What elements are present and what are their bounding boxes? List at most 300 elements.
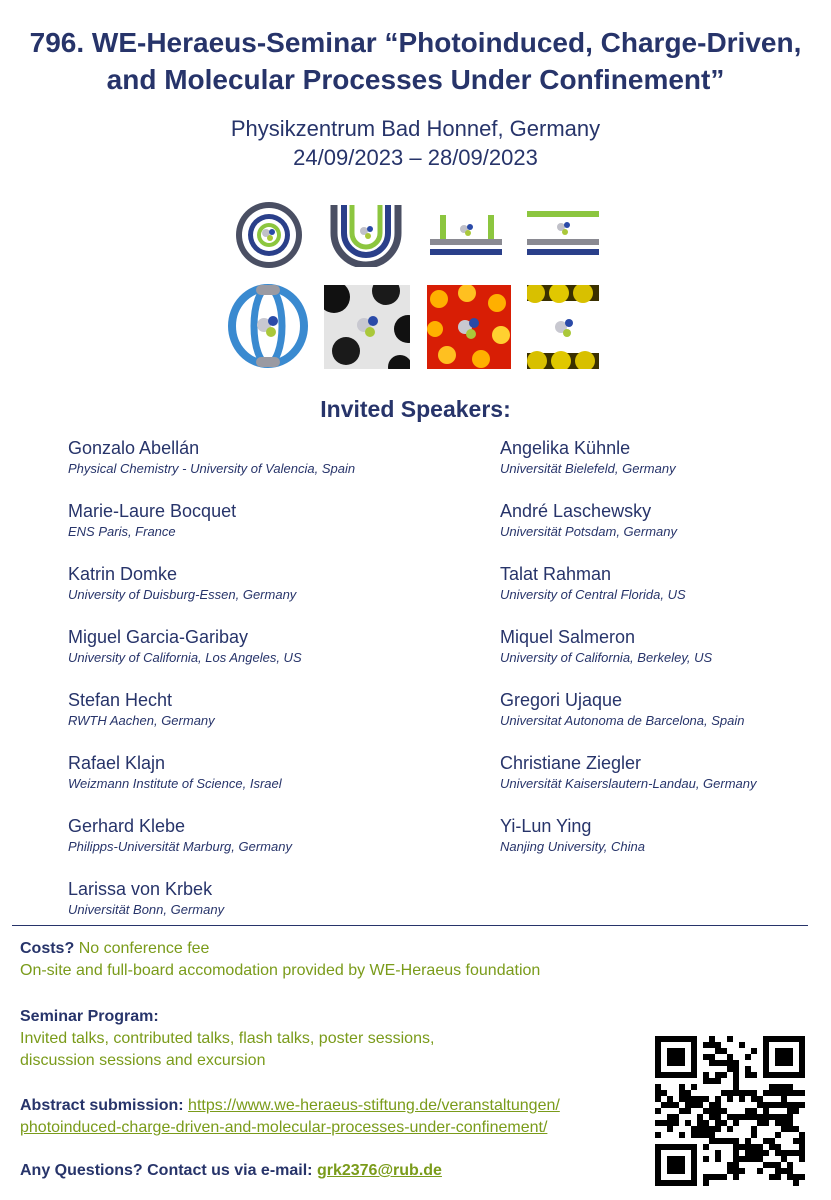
qr-module xyxy=(757,1102,763,1108)
qr-module xyxy=(775,1072,781,1078)
qr-module xyxy=(799,1156,805,1162)
qr-module xyxy=(667,1126,673,1132)
dates: 24/09/2023 – 28/09/2023 xyxy=(293,145,538,170)
qr-module xyxy=(757,1114,763,1120)
qr-module xyxy=(715,1060,721,1066)
qr-module xyxy=(733,1162,739,1168)
qr-module xyxy=(799,1150,805,1156)
qr-module xyxy=(793,1036,799,1042)
qr-module xyxy=(655,1042,661,1048)
qr-module xyxy=(661,1120,667,1126)
costs-accommodation: On-site and full-board accomodation provided by WE-Heraeus foundation xyxy=(20,962,541,979)
program-line-1: Invited talks, contributed talks, flash talks, poster sessions, xyxy=(20,1030,435,1047)
qr-module xyxy=(691,1132,697,1138)
qr-module xyxy=(745,1072,751,1078)
qr-module xyxy=(763,1060,769,1066)
qr-module xyxy=(757,1096,763,1102)
qr-module xyxy=(709,1078,715,1084)
qr-module xyxy=(799,1090,805,1096)
qr-module xyxy=(769,1102,775,1108)
qr-module xyxy=(763,1072,769,1078)
speaker-entry xyxy=(500,436,757,499)
qr-module xyxy=(775,1036,781,1042)
qr-module xyxy=(763,1048,769,1054)
speaker-entry xyxy=(500,625,757,688)
qr-module xyxy=(763,1054,769,1060)
qr-module xyxy=(751,1150,757,1156)
qr-module xyxy=(793,1174,799,1180)
speaker-affiliation: University of California, Los Angeles, US xyxy=(68,650,302,665)
qr-module xyxy=(709,1042,715,1048)
qr-module xyxy=(703,1078,709,1084)
qr-module xyxy=(787,1114,793,1120)
qr-module xyxy=(745,1108,751,1114)
qr-module xyxy=(787,1090,793,1096)
qr-module xyxy=(673,1072,679,1078)
qr-module xyxy=(775,1174,781,1180)
qr-module xyxy=(709,1126,715,1132)
qr-module xyxy=(685,1180,691,1186)
qr-module xyxy=(715,1150,721,1156)
speaker-entry xyxy=(68,562,355,625)
qr-module xyxy=(727,1114,733,1120)
qr-module xyxy=(691,1054,697,1060)
qr-module xyxy=(799,1036,805,1042)
qr-module xyxy=(691,1048,697,1054)
qr-module xyxy=(715,1174,721,1180)
speaker-name: Larissa von Krbek xyxy=(68,879,213,899)
qr-module xyxy=(751,1108,757,1114)
speaker-affiliation: ENS Paris, France xyxy=(68,524,176,539)
speaker-affiliation: University of California, Berkeley, US xyxy=(500,650,713,665)
qr-module xyxy=(775,1132,781,1138)
costs-label: Costs? xyxy=(20,940,75,957)
qr-module xyxy=(733,1060,739,1066)
qr-module xyxy=(679,1036,685,1042)
qr-module xyxy=(691,1168,697,1174)
qr-module xyxy=(685,1072,691,1078)
qr-module xyxy=(757,1156,763,1162)
qr-module xyxy=(655,1090,661,1096)
qr-module xyxy=(775,1114,781,1120)
qr-module xyxy=(679,1132,685,1138)
qr-module xyxy=(787,1060,793,1066)
qr-module xyxy=(655,1096,661,1102)
qr-module xyxy=(781,1168,787,1174)
qr-module xyxy=(769,1084,775,1090)
speaker-affiliation: Universität Potsdam, Germany xyxy=(500,524,678,539)
qr-module xyxy=(781,1054,787,1060)
qr-module xyxy=(727,1162,733,1168)
qr-module xyxy=(751,1144,757,1150)
qr-module xyxy=(667,1072,673,1078)
qr-module xyxy=(667,1156,673,1162)
qr-module xyxy=(727,1066,733,1072)
qr-module xyxy=(655,1162,661,1168)
qr-module xyxy=(679,1060,685,1066)
qr-module xyxy=(655,1108,661,1114)
qr-module xyxy=(745,1066,751,1072)
qr-module xyxy=(733,1138,739,1144)
speaker-entry xyxy=(68,814,355,877)
qr-module xyxy=(667,1096,673,1102)
qr-module xyxy=(793,1090,799,1096)
qr-module xyxy=(691,1072,697,1078)
abstract-link[interactable]: https://www.we-heraeus-stiftung.de/veranstaltungen/ xyxy=(188,1097,560,1114)
qr-module xyxy=(751,1156,757,1162)
layered-surface-image xyxy=(527,285,599,369)
qr-module xyxy=(793,1150,799,1156)
qr-module xyxy=(775,1162,781,1168)
confinement-slit-icon xyxy=(527,211,599,283)
qr-module xyxy=(715,1108,721,1114)
contact-section xyxy=(20,1160,442,1182)
qr-module xyxy=(703,1120,709,1126)
qr-module xyxy=(661,1180,667,1186)
qr-module xyxy=(655,1144,661,1150)
qr-module xyxy=(709,1036,715,1042)
qr-module xyxy=(715,1102,721,1108)
qr-module xyxy=(667,1036,673,1042)
speaker-affiliation: University of Duisburg-Essen, Germany xyxy=(68,587,297,602)
qr-module xyxy=(769,1138,775,1144)
qr-module xyxy=(751,1132,757,1138)
qr-module xyxy=(721,1090,727,1096)
qr-module xyxy=(703,1174,709,1180)
qr-module xyxy=(715,1126,721,1132)
qr-module xyxy=(787,1084,793,1090)
qr-module xyxy=(799,1060,805,1066)
qr-module xyxy=(727,1090,733,1096)
qr-module xyxy=(739,1144,745,1150)
qr-module xyxy=(721,1138,727,1144)
costs-section xyxy=(20,938,540,982)
qr-module xyxy=(769,1114,775,1120)
qr-module xyxy=(697,1126,703,1132)
qr-module xyxy=(679,1168,685,1174)
qr-module xyxy=(781,1120,787,1126)
qr-module xyxy=(787,1174,793,1180)
qr-module xyxy=(715,1072,721,1078)
title-line-2: and Molecular Processes Under Confinement” xyxy=(106,64,725,95)
qr-module xyxy=(721,1120,727,1126)
qr-module xyxy=(739,1156,745,1162)
qr-module xyxy=(775,1048,781,1054)
qr-module xyxy=(733,1078,739,1084)
qr-module xyxy=(793,1108,799,1114)
qr-module xyxy=(787,1102,793,1108)
qr-module xyxy=(781,1102,787,1108)
qr-module xyxy=(781,1072,787,1078)
qr-module xyxy=(781,1114,787,1120)
qr-module xyxy=(763,1036,769,1042)
qr-module xyxy=(727,1138,733,1144)
qr-module xyxy=(655,1120,661,1126)
qr-module xyxy=(673,1048,679,1054)
location: Physikzentrum Bad Honnef, Germany xyxy=(230,116,601,141)
qr-module xyxy=(739,1090,745,1096)
qr-module xyxy=(787,1036,793,1042)
qr-module xyxy=(655,1168,661,1174)
qr-module xyxy=(661,1090,667,1096)
qr-module xyxy=(661,1102,667,1108)
qr-module xyxy=(703,1096,709,1102)
qr-module xyxy=(655,1180,661,1186)
speaker-entry xyxy=(500,562,757,625)
program-section xyxy=(20,1006,434,1072)
speaker-name: Angelika Kühnle xyxy=(500,438,631,458)
qr-module xyxy=(781,1060,787,1066)
speaker-name: Rafael Klajn xyxy=(68,753,166,773)
qr-module xyxy=(721,1108,727,1114)
speaker-name: Miquel Salmeron xyxy=(500,627,636,647)
speaker-name: Yi-Lun Ying xyxy=(500,816,592,836)
qr-module xyxy=(703,1042,709,1048)
speaker-entry xyxy=(68,877,355,940)
qr-module xyxy=(715,1120,721,1126)
speaker-name: Christiane Ziegler xyxy=(500,753,642,773)
confinement-surface-pillars-icon xyxy=(430,211,502,283)
qr-module xyxy=(751,1114,757,1120)
qr-module xyxy=(781,1084,787,1090)
qr-module xyxy=(763,1108,769,1114)
qr-module xyxy=(703,1144,709,1150)
speaker-affiliation: Universität Bielefeld, Germany xyxy=(500,461,676,476)
qr-module xyxy=(763,1138,769,1144)
qr-module xyxy=(733,1090,739,1096)
invited-speakers-heading: Invited Speakers: xyxy=(320,396,511,422)
speaker-entry xyxy=(68,436,355,499)
qr-module xyxy=(697,1096,703,1102)
qr-module xyxy=(655,1156,661,1162)
qr-module xyxy=(709,1138,715,1144)
qr-module xyxy=(691,1096,697,1102)
qr-module xyxy=(745,1114,751,1120)
qr-module xyxy=(763,1102,769,1108)
qr-module xyxy=(781,1048,787,1054)
qr-module xyxy=(715,1156,721,1162)
qr-module xyxy=(685,1096,691,1102)
qr-module xyxy=(721,1060,727,1066)
qr-module xyxy=(787,1162,793,1168)
qr-module xyxy=(799,1174,805,1180)
qr-module xyxy=(769,1162,775,1168)
qr-module xyxy=(733,1072,739,1078)
qr-module xyxy=(679,1096,685,1102)
speaker-name: Gregori Ujaque xyxy=(500,690,623,710)
qr-module xyxy=(655,1174,661,1180)
qr-module xyxy=(709,1060,715,1066)
qr-module xyxy=(655,1072,661,1078)
confinement-ring-icon xyxy=(233,199,305,271)
speaker-affiliation: Universitat Autonoma de Barcelona, Spain xyxy=(500,713,745,728)
contact-email-link[interactable]: grk2376@rub.de xyxy=(316,1162,442,1179)
qr-module xyxy=(739,1168,745,1174)
qr-module xyxy=(691,1126,697,1132)
qr-module xyxy=(745,1090,751,1096)
qr-module xyxy=(787,1054,793,1060)
qr-module xyxy=(709,1114,715,1120)
qr-module xyxy=(661,1072,667,1078)
program-line-2: discussion sessions and excursion xyxy=(20,1052,266,1069)
qr-module xyxy=(679,1072,685,1078)
qr-module xyxy=(763,1162,769,1168)
qr-module xyxy=(769,1144,775,1150)
speaker-name: Stefan Hecht xyxy=(68,690,173,710)
qr-module xyxy=(745,1144,751,1150)
qr-module xyxy=(697,1114,703,1120)
qr-module xyxy=(787,1120,793,1126)
qr-module xyxy=(691,1180,697,1186)
qr-module xyxy=(799,1042,805,1048)
qr-module xyxy=(697,1102,703,1108)
qr-module xyxy=(715,1114,721,1120)
qr-module xyxy=(667,1180,673,1186)
qr-module xyxy=(787,1048,793,1054)
qr-module xyxy=(739,1042,745,1048)
qr-module xyxy=(763,1042,769,1048)
qr-code[interactable] xyxy=(655,1036,805,1186)
speaker-name: Gerhard Klebe xyxy=(68,816,186,836)
qr-module xyxy=(673,1036,679,1042)
cage-molecule-icon xyxy=(226,283,310,369)
qr-module xyxy=(703,1108,709,1114)
title-line-1: 796. WE-Heraeus-Seminar “Photoinduced, Charge-Driven, xyxy=(29,27,802,58)
qr-module xyxy=(655,1048,661,1054)
qr-module xyxy=(703,1132,709,1138)
qr-module xyxy=(799,1138,805,1144)
qr-module xyxy=(733,1084,739,1090)
qr-module xyxy=(745,1156,751,1162)
qr-module xyxy=(667,1120,673,1126)
qr-module xyxy=(787,1126,793,1132)
qr-module xyxy=(691,1174,697,1180)
qr-module xyxy=(685,1120,691,1126)
speaker-name: André Laschewsky xyxy=(500,501,652,521)
speaker-name: Marie-Laure Bocquet xyxy=(68,501,237,521)
qr-module xyxy=(799,1144,805,1150)
qr-module xyxy=(685,1036,691,1042)
qr-module xyxy=(655,1054,661,1060)
qr-module xyxy=(679,1048,685,1054)
qr-module xyxy=(715,1078,721,1084)
speaker-affiliation: Universität Bonn, Germany xyxy=(68,902,225,917)
qr-module xyxy=(757,1120,763,1126)
speaker-entry xyxy=(500,499,757,562)
qr-module xyxy=(721,1174,727,1180)
qr-module xyxy=(667,1060,673,1066)
qr-module xyxy=(739,1096,745,1102)
qr-module xyxy=(781,1036,787,1042)
qr-module xyxy=(799,1048,805,1054)
speaker-entry xyxy=(68,499,355,562)
qr-module xyxy=(679,1090,685,1096)
speakers-left-column xyxy=(68,436,355,940)
qr-module xyxy=(751,1090,757,1096)
qr-module xyxy=(667,1054,673,1060)
qr-module xyxy=(667,1102,673,1108)
qr-module xyxy=(655,1132,661,1138)
qr-module xyxy=(793,1126,799,1132)
qr-module xyxy=(673,1120,679,1126)
speakers-right-column xyxy=(500,436,757,877)
qr-module xyxy=(757,1144,763,1150)
qr-module xyxy=(673,1162,679,1168)
qr-module xyxy=(775,1150,781,1156)
qr-module xyxy=(763,1090,769,1096)
qr-module xyxy=(667,1168,673,1174)
qr-module xyxy=(733,1156,739,1162)
qr-module xyxy=(751,1096,757,1102)
qr-module xyxy=(775,1144,781,1150)
speaker-affiliation: RWTH Aachen, Germany xyxy=(68,713,215,728)
qr-module xyxy=(673,1168,679,1174)
speaker-affiliation: Philipps-Universität Marburg, Germany xyxy=(68,839,292,854)
qr-module xyxy=(751,1072,757,1078)
qr-module xyxy=(763,1150,769,1156)
section-divider xyxy=(12,925,808,926)
qr-module xyxy=(781,1126,787,1132)
qr-module xyxy=(685,1090,691,1096)
qr-module xyxy=(745,1054,751,1060)
qr-module xyxy=(709,1102,715,1108)
qr-module xyxy=(691,1036,697,1042)
qr-module xyxy=(787,1108,793,1114)
qr-module xyxy=(787,1072,793,1078)
qr-module xyxy=(715,1042,721,1048)
qr-module xyxy=(655,1084,661,1090)
qr-module xyxy=(757,1168,763,1174)
qr-module xyxy=(763,1066,769,1072)
speaker-name: Talat Rahman xyxy=(500,564,612,584)
qr-module xyxy=(691,1156,697,1162)
qr-module xyxy=(793,1180,799,1186)
qr-module xyxy=(769,1072,775,1078)
qr-module xyxy=(703,1180,709,1186)
qr-module xyxy=(733,1114,739,1120)
qr-module xyxy=(739,1114,745,1120)
qr-module xyxy=(691,1060,697,1066)
qr-module xyxy=(709,1108,715,1114)
qr-module xyxy=(667,1162,673,1168)
qr-module xyxy=(691,1144,697,1150)
qr-module xyxy=(733,1150,739,1156)
ring-structure-image xyxy=(427,285,511,369)
qr-module xyxy=(691,1150,697,1156)
qr-module xyxy=(691,1162,697,1168)
qr-module xyxy=(733,1120,739,1126)
speaker-entry xyxy=(500,751,757,814)
qr-module xyxy=(661,1036,667,1042)
qr-module xyxy=(673,1144,679,1150)
qr-module xyxy=(715,1096,721,1102)
abstract-link-continued[interactable]: photoinduced-charge-driven-and-molecular-processes-under-confinement/ xyxy=(20,1119,548,1136)
qr-module xyxy=(799,1054,805,1060)
qr-module xyxy=(679,1054,685,1060)
qr-module xyxy=(799,1066,805,1072)
qr-module xyxy=(733,1144,739,1150)
qr-module xyxy=(679,1084,685,1090)
abstract-label: Abstract submission: xyxy=(20,1097,184,1114)
qr-module xyxy=(775,1120,781,1126)
speaker-name: Gonzalo Abellán xyxy=(68,438,200,458)
qr-module xyxy=(667,1114,673,1120)
qr-module xyxy=(721,1048,727,1054)
qr-module xyxy=(679,1108,685,1114)
qr-module xyxy=(727,1036,733,1042)
qr-module xyxy=(673,1180,679,1186)
qr-module xyxy=(673,1102,679,1108)
